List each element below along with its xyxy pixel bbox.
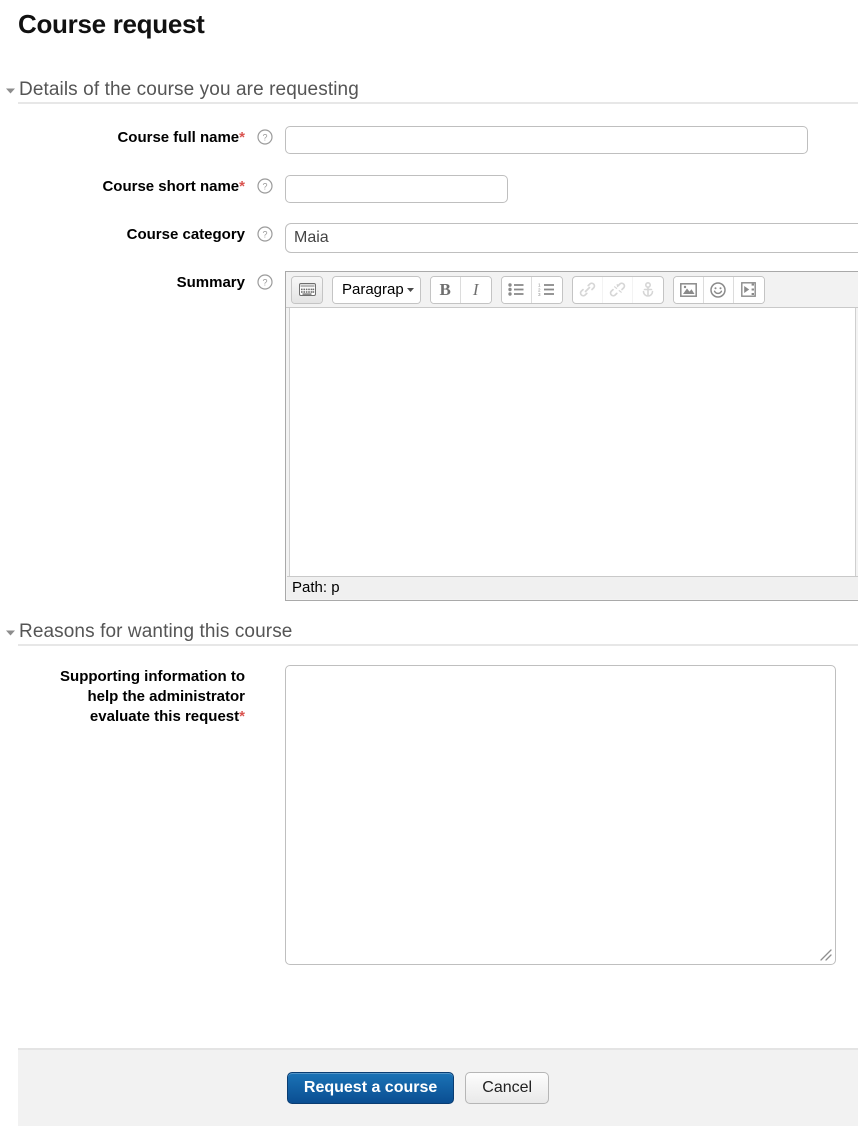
field-cell-supporting <box>285 665 858 965</box>
help-cell-category <box>245 223 285 242</box>
anchor-icon[interactable] <box>633 277 663 303</box>
label-fullname <box>0 126 245 148</box>
unlink-icon[interactable] <box>603 277 633 303</box>
section-divider-details <box>18 102 858 104</box>
label-supporting-line2: help the administrator <box>87 688 245 705</box>
emoticon-icon[interactable] <box>704 277 734 303</box>
label-shortname <box>0 175 245 197</box>
link-icon[interactable] <box>573 277 603 303</box>
caret-down-icon[interactable] <box>4 626 17 639</box>
summary-rich-text-editor <box>285 271 858 601</box>
course-category-select[interactable] <box>285 223 858 253</box>
italic-glyph: I <box>472 279 479 299</box>
required-marker: * <box>239 178 245 195</box>
form-row-category <box>0 223 858 253</box>
cancel-button[interactable]: Cancel <box>465 1072 549 1104</box>
section-title-reasons: Reasons for wanting this course <box>19 621 293 642</box>
editor-status-path: Path: p <box>287 576 858 599</box>
label-category <box>0 223 245 245</box>
help-cell-fullname <box>245 126 285 145</box>
help-circle-icon[interactable] <box>257 178 273 194</box>
editor-toolbar <box>286 272 858 308</box>
section-title-details: Details of the course you are requesting <box>19 79 359 100</box>
caret-down-icon[interactable] <box>4 84 17 97</box>
field-cell-shortname <box>285 175 858 203</box>
section-reasons <box>0 620 858 646</box>
label-category-text: Course category <box>126 226 245 243</box>
editor-group-style <box>430 276 492 304</box>
label-summary <box>0 271 245 293</box>
course-category-selected-value: Maia <box>294 229 329 246</box>
svg-text:1: 1 <box>538 283 541 288</box>
svg-text:2: 2 <box>538 287 541 293</box>
help-circle-icon[interactable] <box>257 129 273 145</box>
label-supporting-line3: evaluate this request <box>89 708 240 725</box>
svg-text:3: 3 <box>538 292 541 296</box>
label-fullname-text: Course full name <box>117 129 240 146</box>
chevron-down-icon <box>406 281 415 298</box>
label-shortname-text: Course short name <box>102 178 240 195</box>
required-marker: * <box>239 129 245 146</box>
ordered-list-icon[interactable] <box>532 277 562 303</box>
course-shortname-input[interactable] <box>285 175 508 203</box>
help-circle-icon[interactable] <box>257 274 273 290</box>
svg-text:?: ? <box>262 132 268 143</box>
editor-format-label: Paragrap <box>342 281 404 298</box>
course-fullname-input[interactable] <box>285 126 808 154</box>
label-supporting <box>0 665 245 727</box>
help-cell-supporting <box>245 665 285 668</box>
unordered-list-icon[interactable] <box>502 277 532 303</box>
bold-glyph: B <box>439 279 451 299</box>
help-circle-icon[interactable] <box>257 226 273 242</box>
svg-text:?: ? <box>262 229 268 240</box>
section-divider-reasons <box>18 644 858 646</box>
request-a-course-button[interactable]: Request a course <box>287 1072 454 1104</box>
section-header-reasons[interactable] <box>0 620 858 644</box>
label-supporting-line1: Supporting information to <box>60 668 245 685</box>
supporting-information-textarea[interactable] <box>285 665 836 965</box>
form-row-supporting <box>0 665 858 965</box>
section-details <box>0 78 858 104</box>
svg-text:?: ? <box>262 181 268 192</box>
help-cell-shortname <box>245 175 285 194</box>
form-row-fullname <box>0 126 858 154</box>
footer-buttons <box>18 1050 858 1104</box>
editor-group-media <box>673 276 765 304</box>
form-row-summary <box>0 271 858 601</box>
bold-icon[interactable] <box>431 277 461 303</box>
label-summary-text: Summary <box>176 274 245 291</box>
italic-icon[interactable] <box>461 277 491 303</box>
keyboard-icon[interactable] <box>292 277 322 303</box>
label-supporting-line3-wrap <box>0 707 245 727</box>
field-cell-category <box>285 223 858 253</box>
media-icon[interactable] <box>734 277 764 303</box>
summary-editor-content[interactable] <box>289 308 856 576</box>
image-icon[interactable] <box>674 277 704 303</box>
editor-group-lists <box>501 276 563 304</box>
page-title: Course request <box>18 9 205 39</box>
required-marker: * <box>239 708 245 725</box>
editor-format-select[interactable] <box>333 277 420 303</box>
resize-handle-icon[interactable] <box>819 948 832 961</box>
editor-group-toggle <box>291 276 323 304</box>
help-cell-summary <box>245 271 285 290</box>
editor-group-links <box>572 276 664 304</box>
field-cell-fullname <box>285 126 858 154</box>
svg-text:?: ? <box>262 277 268 288</box>
form-footer <box>18 1048 858 1126</box>
form-row-shortname <box>0 175 858 203</box>
editor-group-format <box>332 276 421 304</box>
section-header-details[interactable] <box>0 78 858 102</box>
field-cell-summary <box>285 271 858 601</box>
